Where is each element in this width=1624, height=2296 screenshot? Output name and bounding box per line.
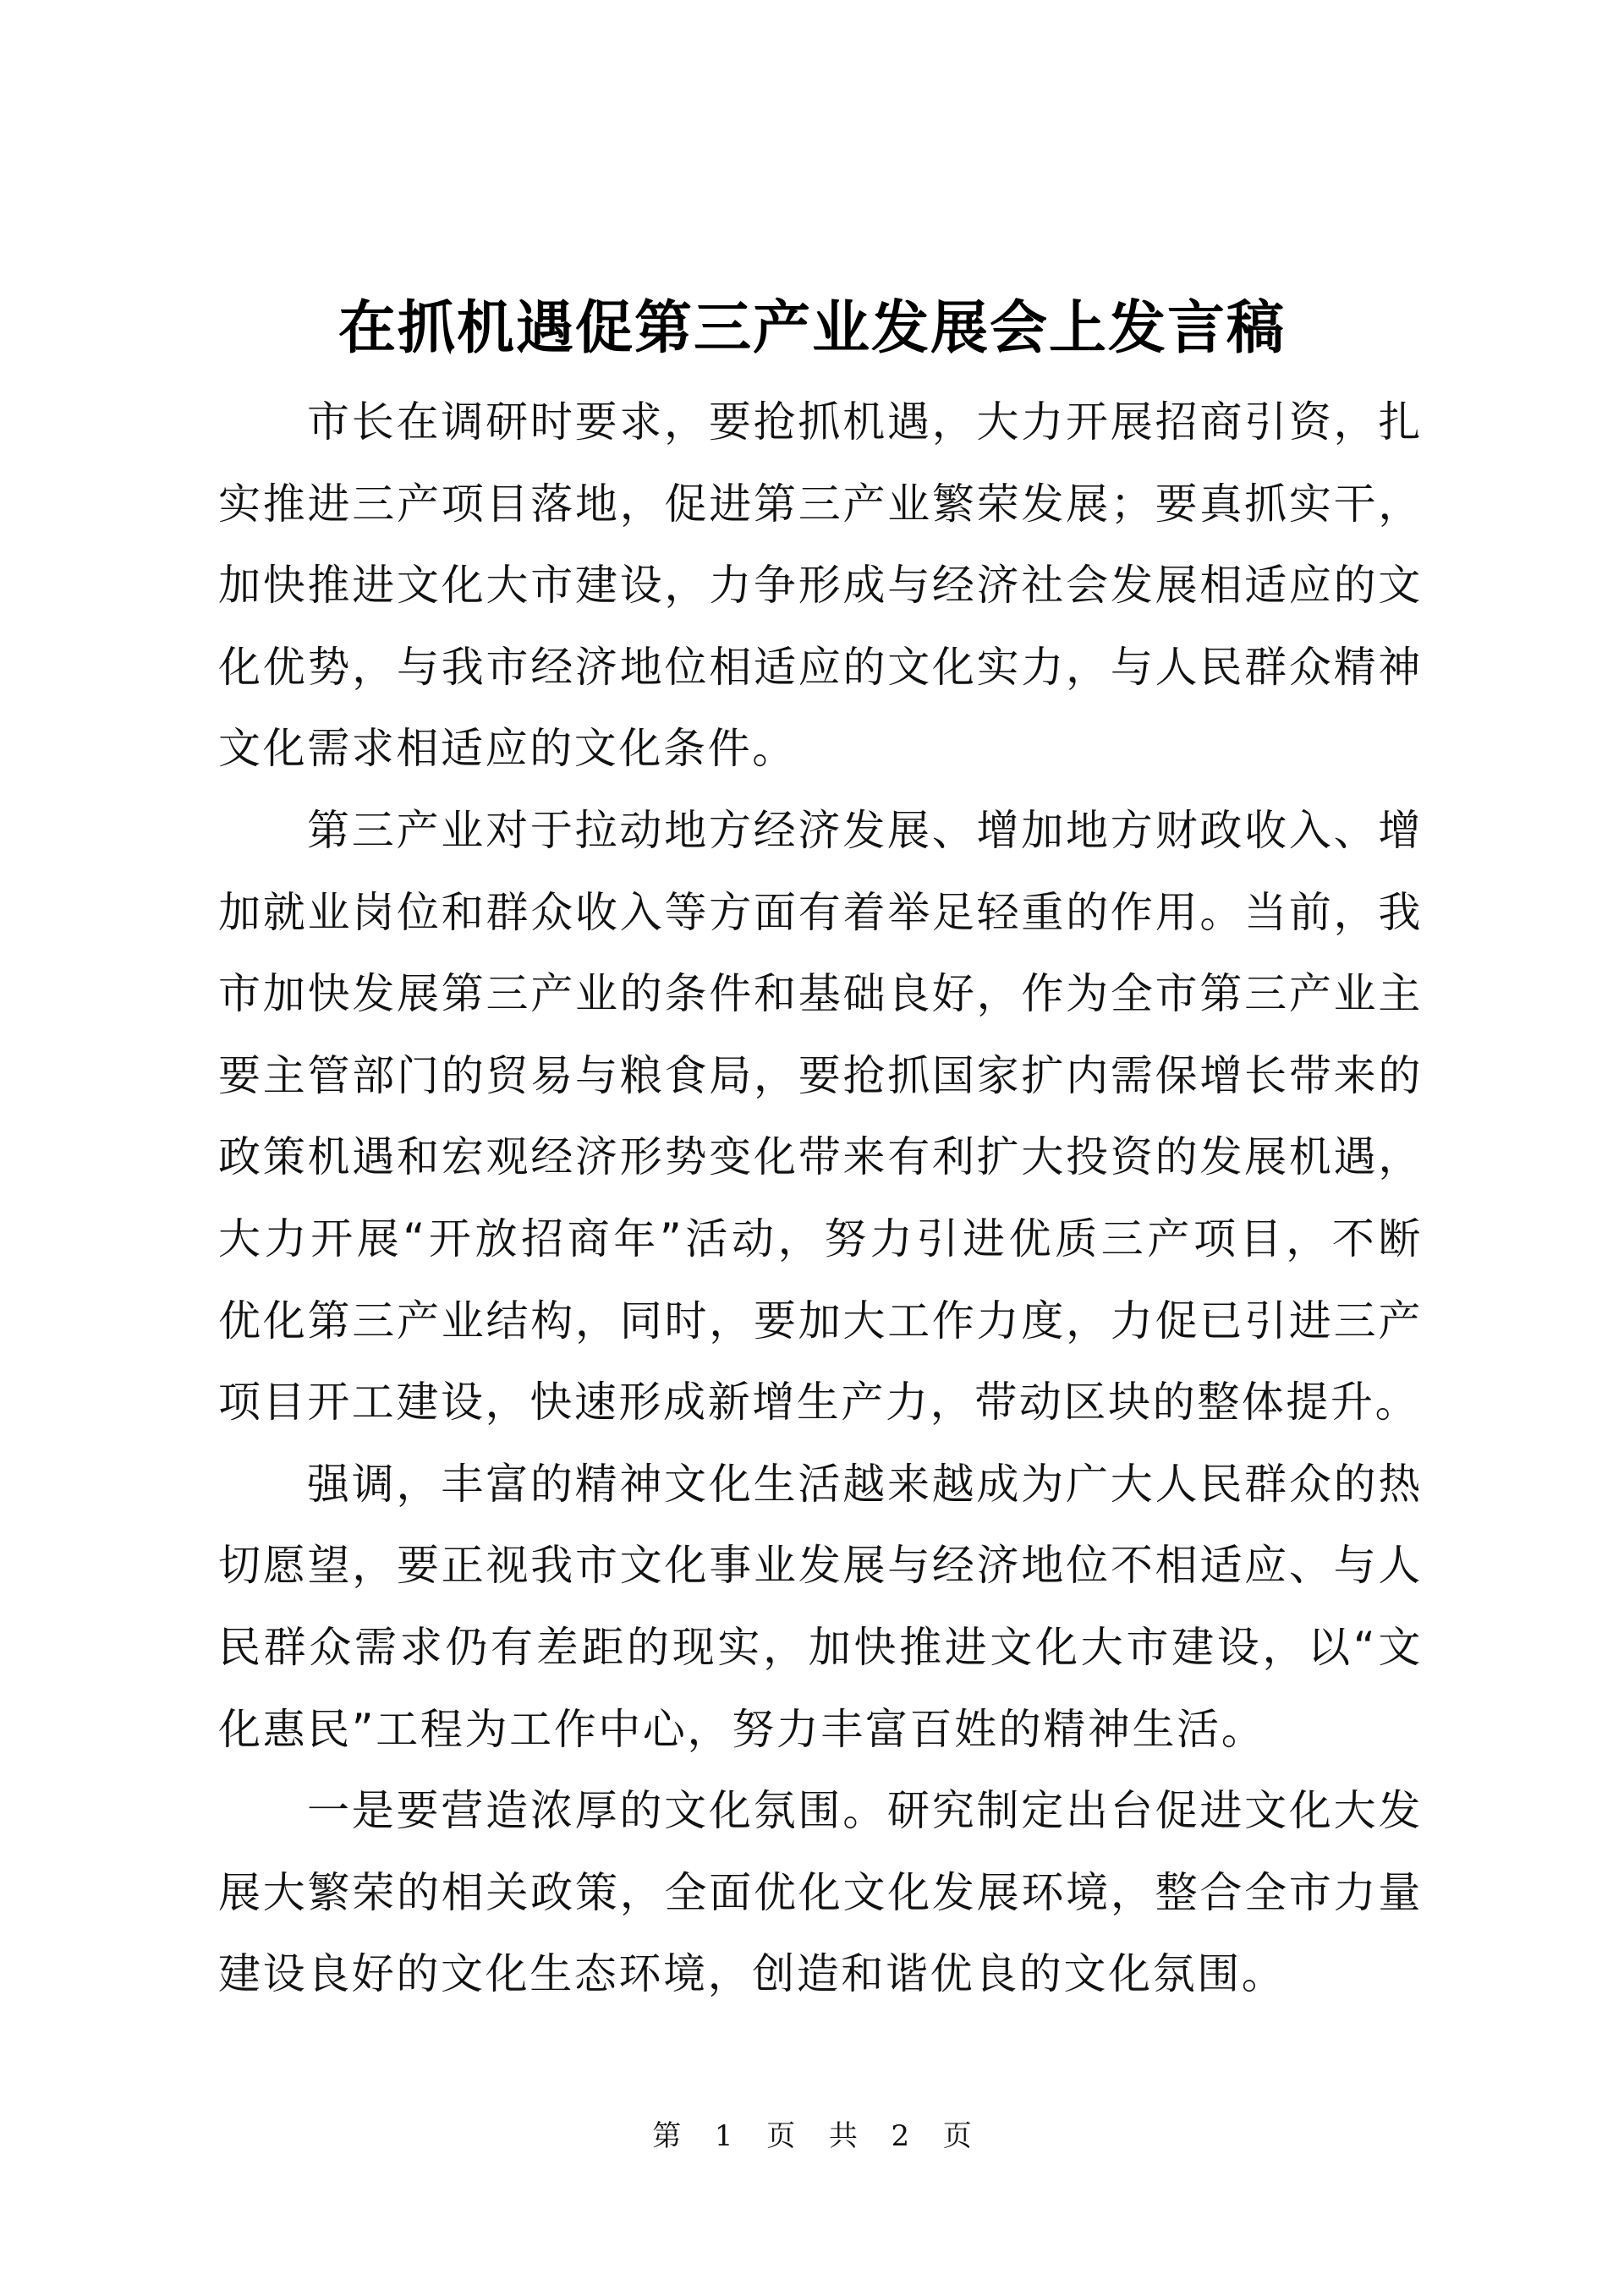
document-body	[218, 381, 1423, 2015]
total-page-count: 2	[891, 2119, 910, 2153]
paragraph-4: 一是要营造浓厚的文化氛围。研究制定出台促进文化大发展大繁荣的相关政策，全面优化文化发展环境，整合全市力量建设良好的文化生态环境，创造和谐优良的文化氛围。	[218, 1786, 1423, 1999]
current-page-number: 1	[714, 2119, 733, 2153]
page-suffix: 页	[766, 2119, 796, 2153]
page-number-footer	[0, 2119, 1624, 2153]
document-title: 在抓机遇促第三产业发展会上发言稿	[337, 294, 1286, 362]
paragraph-2: 第三产业对于拉动地方经济发展、增加地方财政收入、增加就业岗位和群众收入等方面有着举足轻重的作用。当前，我市加快发展第三产业的条件和基础良好，作为全市第三产业主要主管部门的贸易与粮食局，要抢抓国家扩内需保增长带来的政策机遇和宏观经济形势变化带来有利扩大投资的发展机遇，大力开展“开放招商年”活动，努力引进优质三产项目，不断优化第三产业结构，同时，要加大工作力度，力促已引进三产项目开工建设，快速形成新增生产力，带动区块的整体提升。	[218, 805, 1423, 1427]
page-prefix: 第	[652, 2119, 682, 2153]
paragraph-3: 强调，丰富的精神文化生活越来越成为广大人民群众的热切愿望，要正视我市文化事业发展与经济地位不相适应、与人民群众需求仍有差距的现实，加快推进文化大市建设，以“文化惠民”工程为工作中心，努力丰富百姓的精神生活。	[218, 1459, 1423, 1754]
total-prefix: 共	[828, 2119, 858, 2153]
total-suffix: 页	[942, 2119, 972, 2153]
paragraph-1: 市长在调研时要求，要抢抓机遇，大力开展招商引资，扎实推进三产项目落地，促进第三产业繁荣发展；要真抓实干，加快推进文化大市建设，力争形成与经济社会发展相适应的文化优势，与我市经济地位相适应的文化实力，与人民群众精神文化需求相适应的文化条件。	[218, 397, 1423, 774]
